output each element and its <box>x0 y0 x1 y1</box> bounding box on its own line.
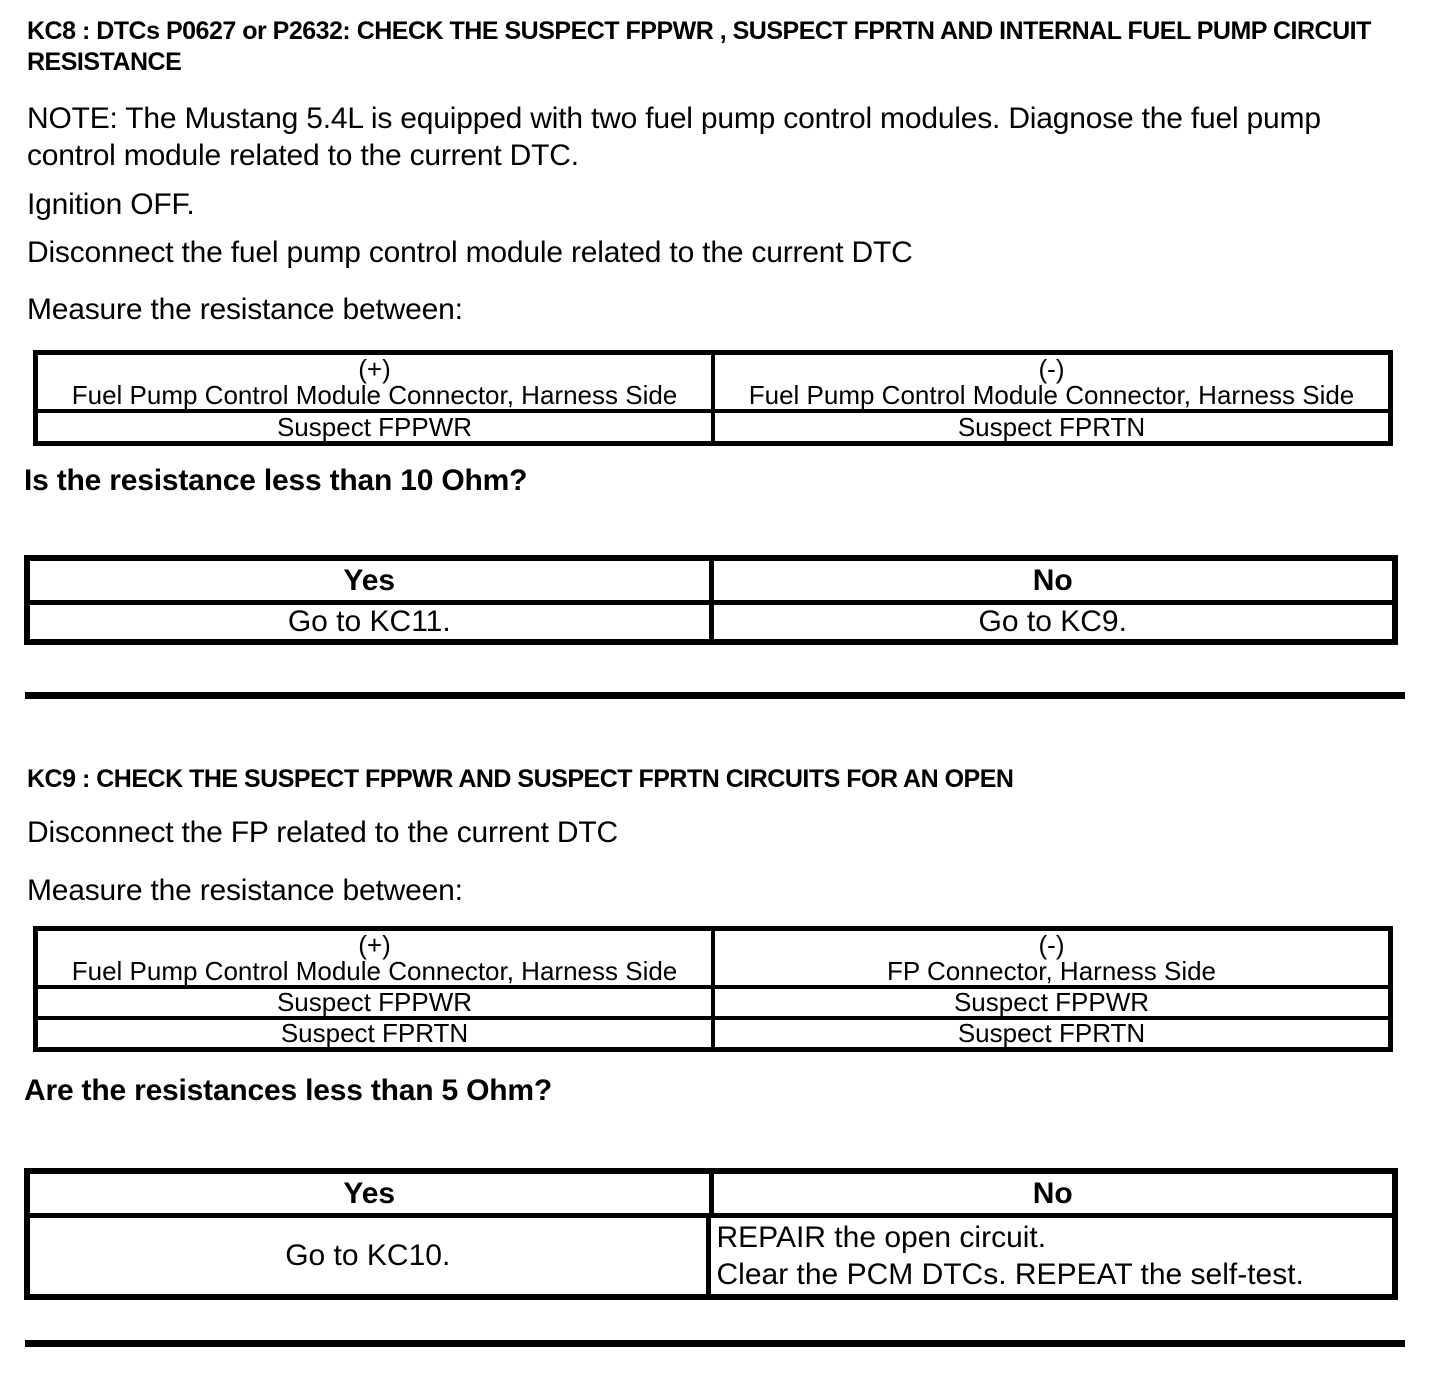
kc8-yes-result: Go to KC11. <box>287 605 451 638</box>
negative-sign-label: (-) <box>1038 354 1065 384</box>
kc9-measure-table <box>33 926 1393 1052</box>
kc8-no-result: Go to KC9. <box>709 605 1393 639</box>
kc8-step-disconnect: Disconnect the fuel pump control module related to the current DTC <box>27 236 913 269</box>
kc8-answer-result-row <box>30 600 1392 639</box>
kc8-step-ignition: Ignition OFF. <box>27 188 195 221</box>
kc9-measure-row2-positive: Suspect FPRTN <box>280 1018 469 1048</box>
kc9-step-measure: Measure the resistance between: <box>27 874 463 907</box>
negative-connector-label: FP Connector, Harness Side <box>886 956 1217 986</box>
kc9-measure-positive-header-cell <box>38 931 711 985</box>
kc9-section-heading: KC9 : CHECK THE SUSPECT FPPWR AND SUSPECT FPRTN CIRCUITS FOR AN OPEN <box>27 765 1014 793</box>
kc9-answer-result-row <box>30 1213 1392 1294</box>
kc9-no-result <box>706 1218 1393 1294</box>
kc8-measure-negative-circuit: Suspect FPRTN <box>711 413 1388 441</box>
kc8-question: Is the resistance less than 10 Ohm? <box>24 464 528 497</box>
kc9-measure-row1-positive: Suspect FPPWR <box>276 987 473 1017</box>
section-divider <box>25 1340 1405 1347</box>
no-header-cell: No <box>709 561 1393 600</box>
kc9-answer-table <box>24 1168 1398 1300</box>
kc9-no-result-line1: REPAIR the open circuit. <box>716 1221 1047 1254</box>
kc8-answer-table <box>24 555 1398 645</box>
positive-connector-label: Fuel Pump Control Module Connector, Harness Side <box>71 380 678 410</box>
kc9-no-result-line2: Clear the PCM DTCs. REPEAT the self-test. <box>716 1258 1304 1291</box>
kc9-measure-row1-negative: Suspect FPPWR <box>711 989 1388 1016</box>
kc8-note-paragraph: NOTE: The Mustang 5.4L is equipped with two fuel pump control modules. Diagnose the fuel pump control module related to the current DTC. <box>27 102 1321 172</box>
yes-header-cell: Yes <box>343 563 396 597</box>
no-header-cell: No <box>709 1174 1393 1213</box>
kc9-step-disconnect: Disconnect the FP related to the current DTC <box>27 816 618 849</box>
kc9-question: Are the resistances less than 5 Ohm? <box>24 1074 553 1107</box>
kc8-measure-negative-header-cell <box>711 355 1388 409</box>
table-row <box>38 1016 1388 1047</box>
kc8-measure-positive-header-cell <box>38 355 711 409</box>
negative-sign-label: (-) <box>1038 930 1065 960</box>
positive-sign-label: (+) <box>358 930 391 960</box>
kc9-measure-negative-header-cell <box>711 931 1388 985</box>
kc9-answer-header-row <box>30 1174 1392 1213</box>
kc8-answer-header-row <box>30 561 1392 600</box>
kc8-section-heading: KC8 : DTCs P0627 or P2632: CHECK THE SUSPECT FPPWR , SUSPECT FPRTN AND INTERNAL FUEL PUMP CIRCUIT RESISTANCE <box>27 17 1371 76</box>
kc9-measure-row2-negative: Suspect FPRTN <box>711 1020 1388 1047</box>
negative-connector-label: Fuel Pump Control Module Connector, Harness Side <box>748 380 1355 410</box>
kc8-measure-table-header-row <box>38 355 1388 409</box>
kc8-step-measure: Measure the resistance between: <box>27 293 463 326</box>
table-row <box>38 409 1388 441</box>
positive-connector-label: Fuel Pump Control Module Connector, Harness Side <box>71 956 678 986</box>
kc9-yes-result: Go to KC10. <box>285 1239 451 1272</box>
kc9-measure-table-header-row <box>38 931 1388 985</box>
kc8-measure-table <box>33 350 1393 446</box>
yes-header-cell: Yes <box>343 1176 396 1210</box>
section-divider <box>25 692 1405 699</box>
table-row <box>38 985 1388 1016</box>
positive-sign-label: (+) <box>358 354 391 384</box>
kc8-measure-positive-circuit: Suspect FPPWR <box>276 411 473 442</box>
